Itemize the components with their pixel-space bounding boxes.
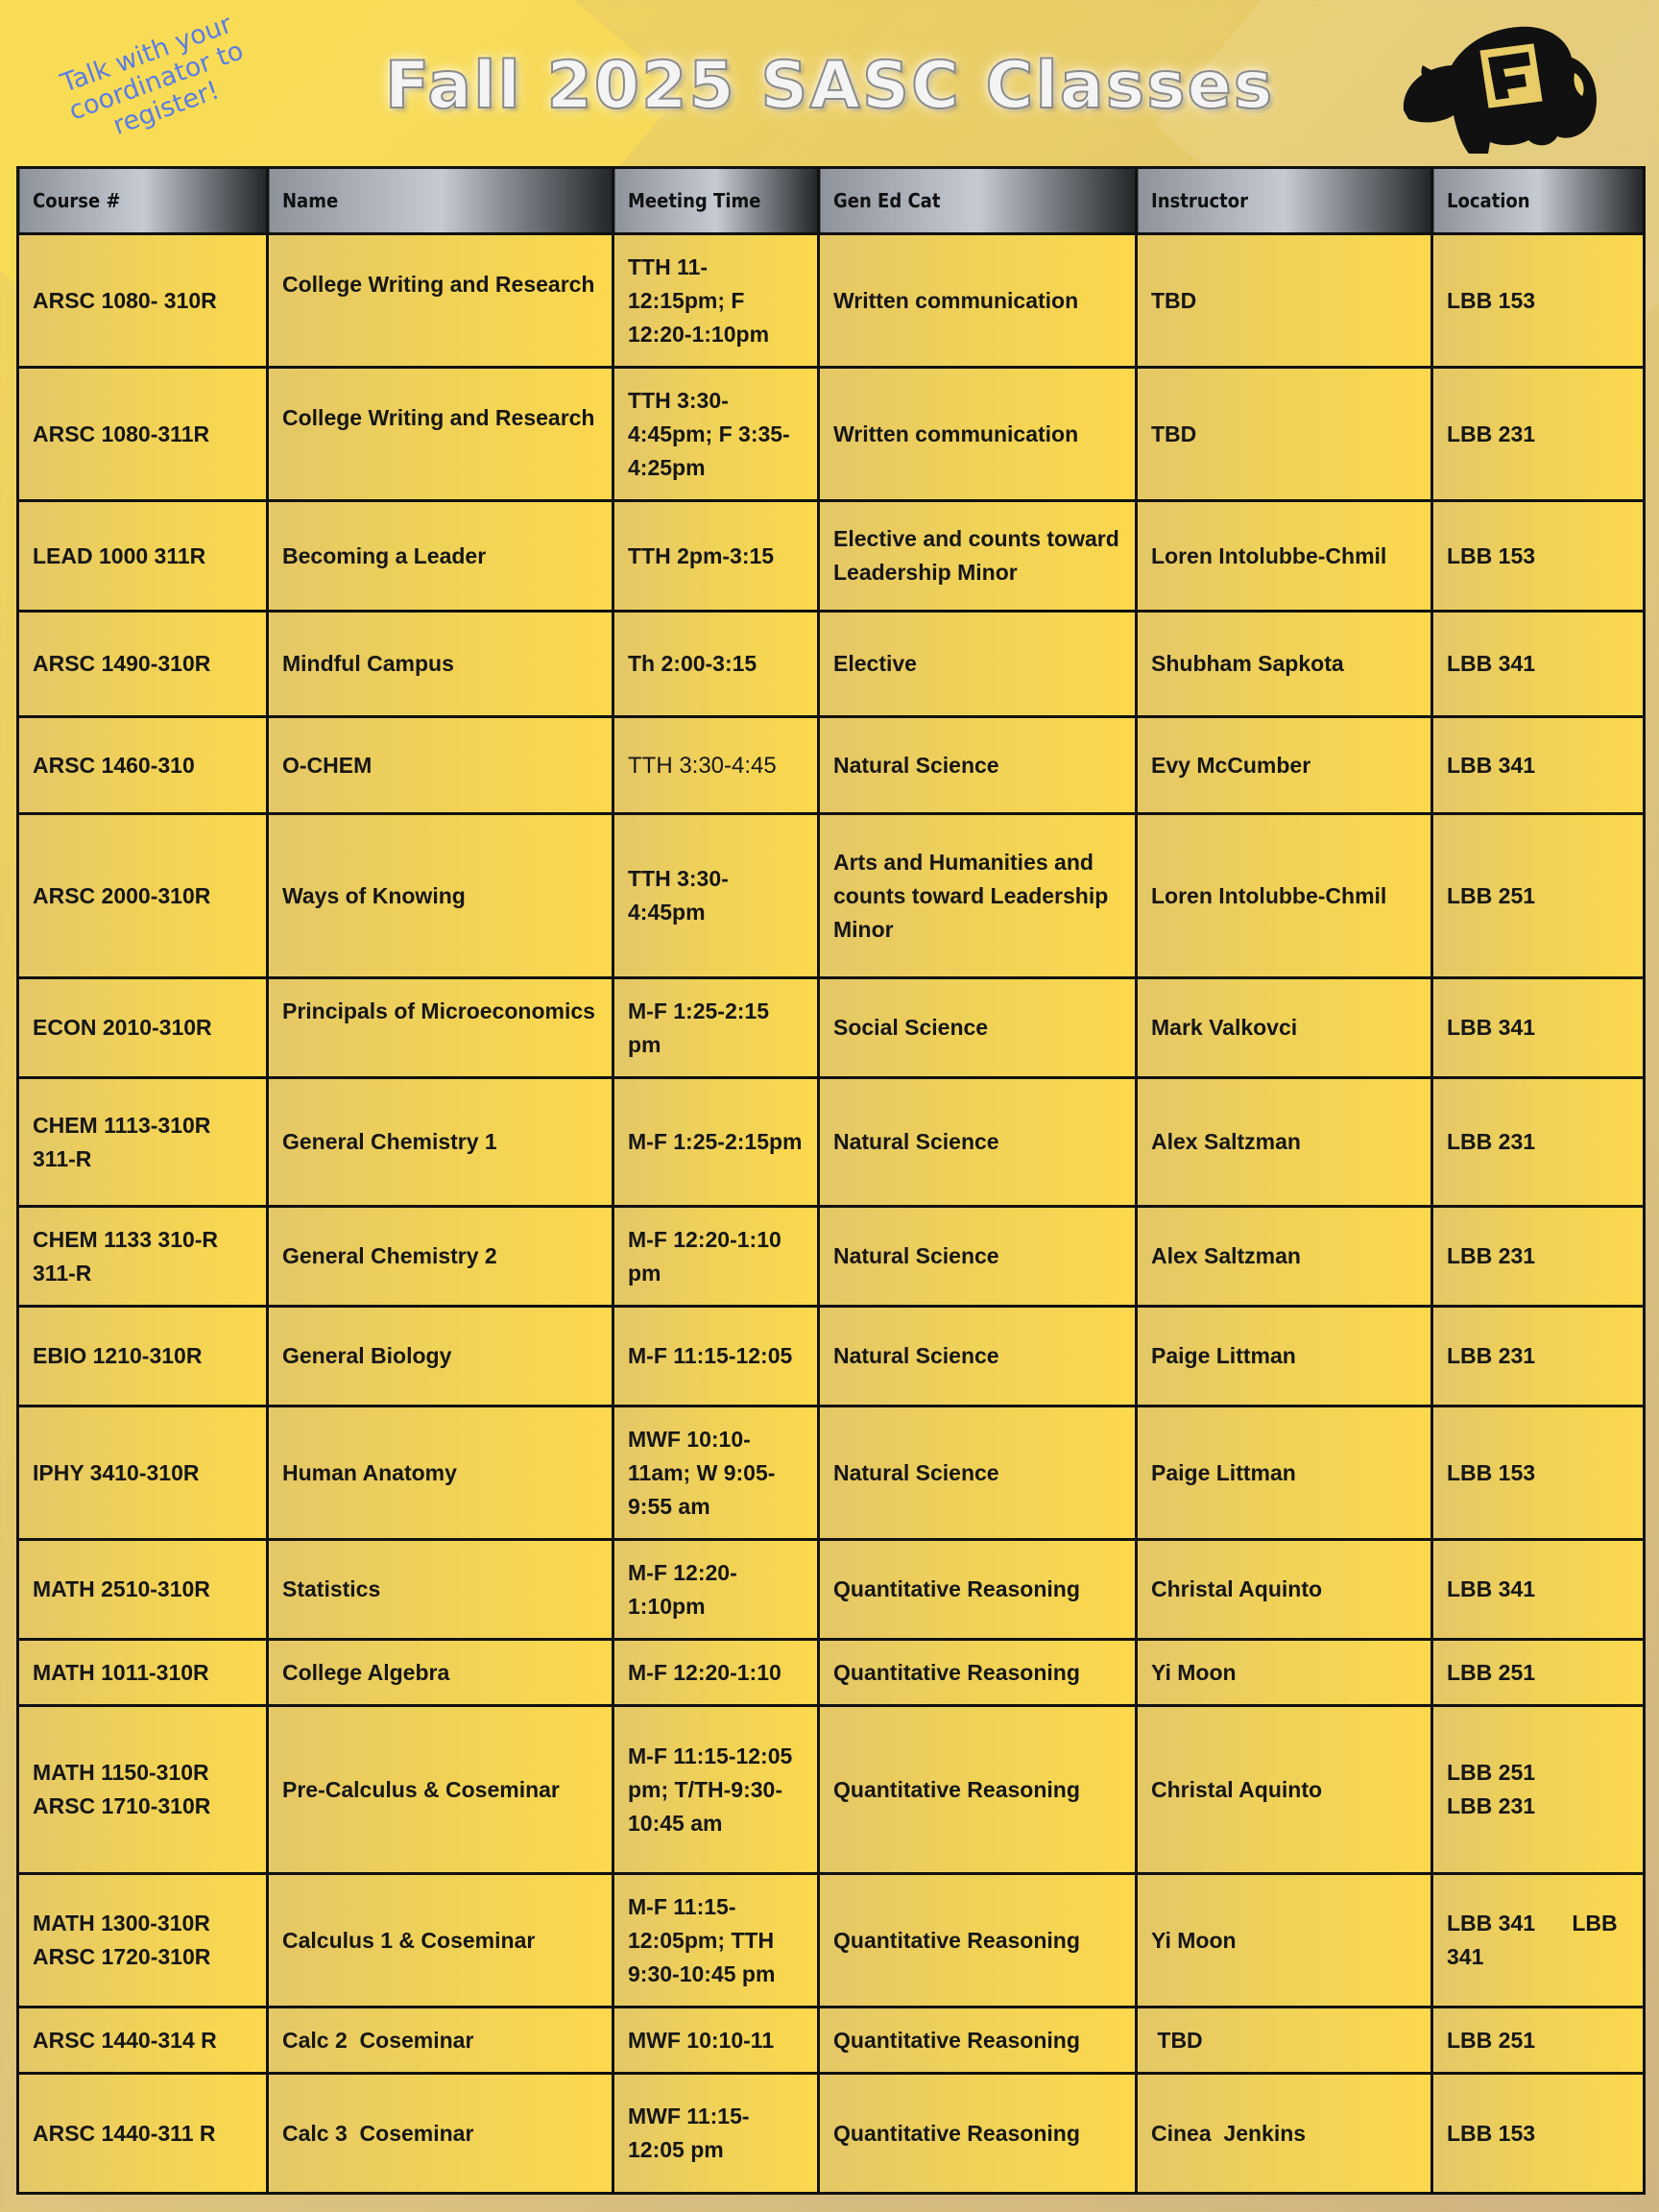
course-cell: MATH 1011-310R — [18, 1640, 268, 1706]
location-cell: LBB 231 — [1432, 1078, 1645, 1207]
table-row — [18, 978, 1645, 1078]
location-cell: LBB 341 — [1432, 612, 1645, 717]
instructor-cell: Yi Moon — [1137, 1640, 1432, 1706]
meeting-time-cell: M-F 11:15-12:05pm; TTH 9:30-10:45 pm — [613, 1874, 819, 2008]
course-cell: ARSC 1080-311R — [18, 368, 268, 501]
name-cell: General Chemistry 2 — [268, 1207, 613, 1307]
location-cell: LBB 341 LBB 341 — [1432, 1874, 1645, 2008]
gen-ed-cell: Natural Science — [819, 1078, 1137, 1207]
instructor-cell: TBD — [1137, 2008, 1432, 2074]
name-cell: Mindful Campus — [268, 612, 613, 717]
meeting-time-cell: M-F 1:25-2:15 pm — [613, 978, 819, 1078]
table-row — [18, 1078, 1645, 1207]
location-cell: LBB 341 — [1432, 1540, 1645, 1640]
table-row — [18, 501, 1645, 612]
name-cell: Becoming a Leader — [268, 501, 613, 612]
table-row — [18, 2008, 1645, 2074]
name-cell: Statistics — [268, 1540, 613, 1640]
name-cell: Principals of Microeconomics — [268, 978, 613, 1078]
table-row — [18, 717, 1645, 814]
course-cell: MATH 1150-310R ARSC 1710-310R — [18, 1706, 268, 1874]
name-cell: Calc 3 Coseminar — [268, 2074, 613, 2194]
location-cell: LBB 231 — [1432, 368, 1645, 501]
instructor-cell: TBD — [1137, 234, 1432, 368]
instructor-cell: Paige Littman — [1137, 1407, 1432, 1540]
table-row — [18, 368, 1645, 501]
location-cell: LBB 251 — [1432, 1640, 1645, 1706]
name-cell: Pre-Calculus & Coseminar — [268, 1706, 613, 1874]
meeting-time-cell: MWF 10:10-11 — [613, 2008, 819, 2074]
location-cell: LBB 251 LBB 231 — [1432, 1706, 1645, 1874]
name-cell: College Writing and Research — [268, 234, 613, 368]
name-cell: Calculus 1 & Coseminar — [268, 1874, 613, 2008]
name-cell: Calc 2 Coseminar — [268, 2008, 613, 2074]
page-title: Fall 2025 SASC Classes — [384, 48, 1275, 124]
meeting-time-cell: TTH 3:30-4:45pm — [613, 814, 819, 978]
gen-ed-cell: Quantitative Reasoning — [819, 2074, 1137, 2194]
meeting-time-cell: Th 2:00-3:15 — [613, 612, 819, 717]
course-cell: CHEM 1113-310R 311-R — [18, 1078, 268, 1207]
course-cell: ECON 2010-310R — [18, 978, 268, 1078]
location-cell: LBB 231 — [1432, 1207, 1645, 1307]
instructor-cell: Alex Saltzman — [1137, 1078, 1432, 1207]
table-row — [18, 1706, 1645, 1874]
name-cell: General Biology — [268, 1307, 613, 1407]
gen-ed-cell: Written communication — [819, 234, 1137, 368]
gen-ed-cell: Quantitative Reasoning — [819, 2008, 1137, 2074]
column-header-instructor: Instructor — [1137, 168, 1432, 234]
table-row — [18, 1407, 1645, 1540]
column-header-course: Course # — [18, 168, 268, 234]
location-cell: LBB 153 — [1432, 234, 1645, 368]
course-cell: ARSC 1460-310 — [18, 717, 268, 814]
location-cell: LBB 341 — [1432, 717, 1645, 814]
instructor-cell: Evy McCumber — [1137, 717, 1432, 814]
instructor-cell: Christal Aquinto — [1137, 1706, 1432, 1874]
course-cell: IPHY 3410-310R — [18, 1407, 268, 1540]
instructor-cell: Cinea Jenkins — [1137, 2074, 1432, 2194]
gen-ed-cell: Natural Science — [819, 1207, 1137, 1307]
schedule-table — [16, 166, 1646, 2195]
table-row — [18, 234, 1645, 368]
meeting-time-cell: M-F 11:15-12:05 pm; T/TH-9:30-10:45 am — [613, 1706, 819, 1874]
course-cell: CHEM 1133 310-R 311-R — [18, 1207, 268, 1307]
meeting-time-cell: TTH 3:30-4:45pm; F 3:35-4:25pm — [613, 368, 819, 501]
name-cell: Ways of Knowing — [268, 814, 613, 978]
name-cell: College Writing and Research — [268, 368, 613, 501]
table-row — [18, 1874, 1645, 2008]
course-cell: ARSC 1490-310R — [18, 612, 268, 717]
meeting-time-cell: TTH 2pm-3:15 — [613, 501, 819, 612]
gen-ed-cell: Natural Science — [819, 1307, 1137, 1407]
gen-ed-cell: Elective — [819, 612, 1137, 717]
location-cell: LBB 341 — [1432, 978, 1645, 1078]
gen-ed-cell: Written communication — [819, 368, 1137, 501]
instructor-cell: Loren Intolubbe-Chmil — [1137, 501, 1432, 612]
column-header-location: Location — [1432, 168, 1645, 234]
location-cell: LBB 153 — [1432, 1407, 1645, 1540]
column-header-meeting-time: Meeting Time — [613, 168, 819, 234]
course-cell: MATH 2510-310R — [18, 1540, 268, 1640]
gen-ed-cell: Arts and Humanities and counts toward Leadership Minor — [819, 814, 1137, 978]
table-row — [18, 1307, 1645, 1407]
location-cell: LBB 153 — [1432, 501, 1645, 612]
location-cell: LBB 231 — [1432, 1307, 1645, 1407]
course-cell: ARSC 2000-310R — [18, 814, 268, 978]
name-cell: College Algebra — [268, 1640, 613, 1706]
location-cell: LBB 153 — [1432, 2074, 1645, 2194]
gen-ed-cell: Social Science — [819, 978, 1137, 1078]
location-cell: LBB 251 — [1432, 2008, 1645, 2074]
gen-ed-cell: Elective and counts toward Leadership Minor — [819, 501, 1137, 612]
location-cell: LBB 251 — [1432, 814, 1645, 978]
course-cell: LEAD 1000 311R — [18, 501, 268, 612]
table-row — [18, 2074, 1645, 2194]
instructor-cell: Shubham Sapkota — [1137, 612, 1432, 717]
gen-ed-cell: Natural Science — [819, 1407, 1137, 1540]
table-row — [18, 1540, 1645, 1640]
instructor-cell: Mark Valkovci — [1137, 978, 1432, 1078]
meeting-time-cell: MWF 10:10-11am; W 9:05-9:55 am — [613, 1407, 819, 1540]
table-header-row — [18, 168, 1645, 234]
instructor-cell: Paige Littman — [1137, 1307, 1432, 1407]
instructor-cell: Alex Saltzman — [1137, 1207, 1432, 1307]
meeting-time-cell: TTH 11-12:15pm; F 12:20-1:10pm — [613, 234, 819, 368]
instructor-cell: Loren Intolubbe-Chmil — [1137, 814, 1432, 978]
course-cell: ARSC 1440-311 R — [18, 2074, 268, 2194]
meeting-time-cell: M-F 12:20-1:10 pm — [613, 1207, 819, 1307]
meeting-time-cell: M-F 1:25-2:15pm — [613, 1078, 819, 1207]
table-row — [18, 1207, 1645, 1307]
meeting-time-cell: TTH 3:30-4:45 — [613, 717, 819, 814]
name-cell: Human Anatomy — [268, 1407, 613, 1540]
gen-ed-cell: Quantitative Reasoning — [819, 1640, 1137, 1706]
name-cell: O-CHEM — [268, 717, 613, 814]
meeting-time-cell: M-F 12:20-1:10 — [613, 1640, 819, 1706]
buffalo-cu-logo-icon — [1394, 19, 1605, 154]
gen-ed-cell: Quantitative Reasoning — [819, 1540, 1137, 1640]
name-cell: General Chemistry 1 — [268, 1078, 613, 1207]
course-cell: ARSC 1080- 310R — [18, 234, 268, 368]
column-header-gen-ed: Gen Ed Cat — [819, 168, 1137, 234]
instructor-cell: Christal Aquinto — [1137, 1540, 1432, 1640]
table-row — [18, 1640, 1645, 1706]
meeting-time-cell: MWF 11:15-12:05 pm — [613, 2074, 819, 2194]
meeting-time-cell: M-F 11:15-12:05 — [613, 1307, 819, 1407]
instructor-cell: Yi Moon — [1137, 1874, 1432, 2008]
register-note: Talk with your coordinator to register! — [57, 9, 248, 141]
instructor-cell: TBD — [1137, 368, 1432, 501]
table-row — [18, 612, 1645, 717]
gen-ed-cell: Natural Science — [819, 717, 1137, 814]
course-cell: EBIO 1210-310R — [18, 1307, 268, 1407]
gen-ed-cell: Quantitative Reasoning — [819, 1874, 1137, 2008]
course-cell: ARSC 1440-314 R — [18, 2008, 268, 2074]
course-cell: MATH 1300-310R ARSC 1720-310R — [18, 1874, 268, 2008]
meeting-time-cell: M-F 12:20-1:10pm — [613, 1540, 819, 1640]
table-row — [18, 814, 1645, 978]
column-header-name: Name — [268, 168, 613, 234]
gen-ed-cell: Quantitative Reasoning — [819, 1706, 1137, 1874]
